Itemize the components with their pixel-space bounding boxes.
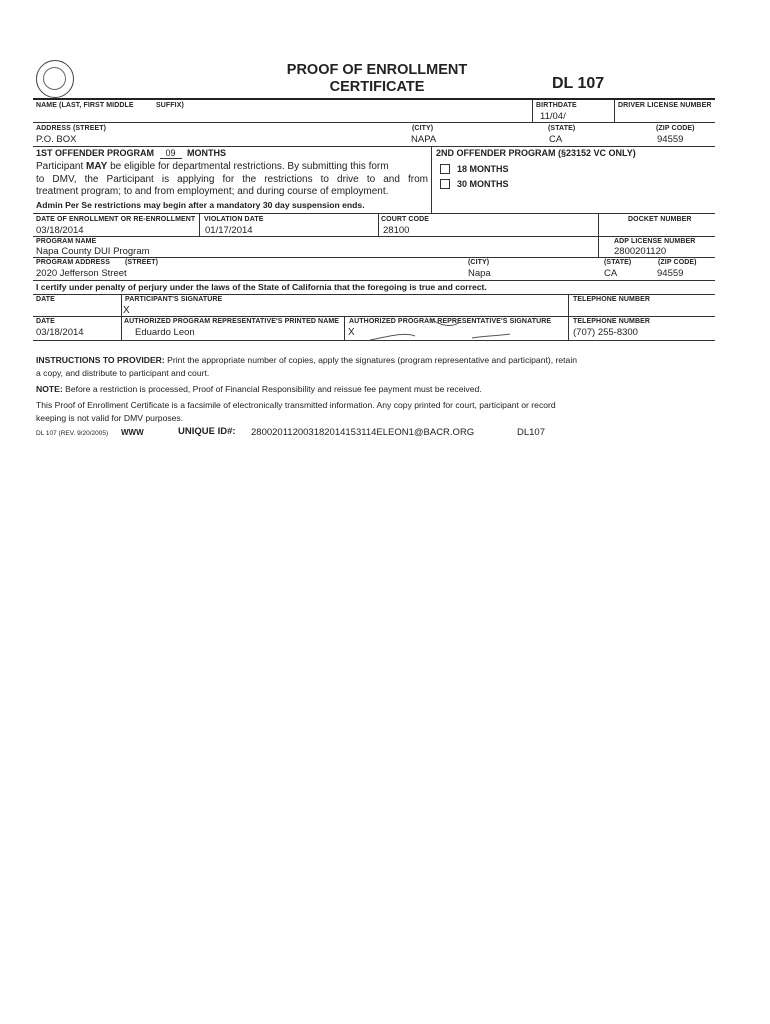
zip-label: (ZIP CODE) (656, 125, 695, 132)
row-divider (33, 236, 715, 237)
address-value: P.O. BOX (36, 134, 77, 145)
unique-id-label: UNIQUE ID#: (178, 426, 236, 437)
col-divider (431, 146, 432, 213)
first-offender-label: 1ST OFFENDER PROGRAM 09 MONTHS (36, 148, 227, 158)
footer-form-number: DL107 (517, 427, 545, 438)
program-name-value: Napa County DUI Program (36, 246, 150, 257)
col-divider (532, 99, 533, 122)
months-value: 09 (160, 148, 182, 159)
col-divider (199, 213, 200, 236)
birthdate-value: 11/04/ (540, 111, 566, 122)
title-line-2: CERTIFICATE (329, 79, 425, 95)
adp-license-value: 2800201120 (614, 246, 667, 257)
option-30-months-label: 30 MONTHS (457, 179, 509, 189)
footer-www: WWW (121, 428, 144, 437)
state-label: (STATE) (548, 125, 576, 132)
adp-license-label: ADP LICENSE NUMBER (614, 238, 696, 245)
birthdate-label: BIRTHDATE (536, 102, 577, 109)
rep-date-label: DATE (36, 318, 55, 325)
option-18-months-label: 18 MONTHS (457, 164, 509, 174)
instructions-block: INSTRUCTIONS TO PROVIDER: Print the appropriate number of copies, apply the signatures (program representative and participant), retain a copy, and distribute to participant and court. NOTE: Before a restriction is processed, Proof of Financial Responsibility and reissue fee payment must be received. This Proof of Enrollment Certificate is a facsimile of electronically transmitted information. Any copy printed for court, participant or record keeping is not valid for DMV purposes. (36, 355, 578, 423)
note-heading: NOTE: (36, 384, 63, 394)
title-line-1: PROOF OF ENROLLMENT (286, 62, 468, 78)
violation-date-value: 01/17/2014 (205, 225, 253, 236)
row-divider (33, 280, 715, 281)
row-divider (33, 213, 715, 214)
col-divider (344, 316, 345, 340)
program-city-label: (CITY) (468, 259, 490, 266)
enroll-date-label: DATE OF ENROLLMENT OR RE-ENROLLMENT (36, 216, 196, 223)
participant-signature-mark[interactable]: X (123, 305, 130, 316)
rep-phone-label: TELEPHONE NUMBER (573, 318, 651, 325)
form-number: DL 107 (552, 75, 605, 92)
program-zip-value: 94559 (657, 268, 684, 279)
checkbox-30-months[interactable] (440, 179, 450, 189)
second-offender-label: 2ND OFFENDER PROGRAM (§23152 VC ONLY) (436, 148, 636, 158)
certification-statement: I certify under penalty of perjury under the laws of the State of California that the foregoing is true and correct. (36, 282, 487, 292)
row-divider (33, 294, 715, 295)
row-divider (33, 257, 715, 258)
city-value: NAPA (411, 134, 437, 145)
participant-phone-label: TELEPHONE NUMBER (573, 296, 651, 303)
dl-number-label: DRIVER LICENSE NUMBER (618, 102, 712, 109)
program-zip-label: (ZIP CODE) (658, 259, 697, 266)
suffix-label: SUFFIX) (156, 102, 184, 109)
rep-name-label: AUTHORIZED PROGRAM REPRESENTATIVE'S PRINTED NAME (124, 318, 340, 325)
checkbox-18-months[interactable] (440, 164, 450, 174)
rep-signature-label: AUTHORIZED PROGRAM REPRESENTATIVE'S SIGNATURE (349, 318, 552, 325)
address-label: ADDRESS (STREET) (36, 125, 107, 132)
name-label: NAME (LAST, FIRST MIDDLE (36, 102, 134, 109)
state-value: CA (549, 134, 563, 145)
rep-signature-mark[interactable]: X (348, 327, 355, 338)
form-revision: DL 107 (REV. 9/20/2005) (36, 430, 109, 437)
row-divider (33, 146, 715, 147)
enroll-date-value: 03/18/2014 (36, 225, 84, 236)
participant-date-label: DATE (36, 296, 55, 303)
first-offender-paragraph: Participant MAY be eligible for departmental restrictions. By submitting this form to DMV, the Participant is applying for the restrictions to drive to and from treatment program; to and from employment; and during course of employment. (36, 161, 428, 197)
violation-date-label: VIOLATION DATE (204, 216, 264, 223)
top-border (33, 98, 715, 100)
program-street-value: 2020 Jefferson Street (36, 268, 127, 279)
rep-date-value: 03/18/2014 (36, 327, 84, 338)
col-divider (568, 294, 569, 340)
rep-name-value: Eduardo Leon (135, 327, 195, 338)
program-state-label: (STATE) (604, 259, 632, 266)
rep-phone-value: (707) 255-8300 (573, 327, 638, 338)
docket-number-label: DOCKET NUMBER (628, 216, 692, 223)
unique-id-value: 280020112003182014153114ELEON1@BACR.ORG (251, 427, 475, 438)
state-seal (36, 60, 74, 98)
city-label: (CITY) (412, 125, 434, 132)
instructions-heading: INSTRUCTIONS TO PROVIDER: (36, 355, 165, 365)
program-address-label: PROGRAM ADDRESS (36, 259, 110, 266)
program-city-value: Napa (468, 268, 491, 279)
col-divider (598, 213, 599, 257)
col-divider (378, 213, 379, 236)
court-code-label: COURT CODE (381, 216, 430, 223)
program-state-value: CA (604, 268, 618, 279)
program-name-label: PROGRAM NAME (36, 238, 97, 245)
program-street-label: (STREET) (125, 259, 159, 266)
col-divider (121, 294, 122, 340)
rep-signature-scribble (360, 306, 520, 346)
col-divider (614, 99, 615, 122)
admin-per-se-note: Admin Per Se restrictions may begin after a mandatory 30 day suspension ends. (36, 200, 365, 210)
row-divider (33, 122, 715, 123)
participant-signature-label: PARTICIPANT'S SIGNATURE (125, 296, 223, 303)
zip-value: 94559 (657, 134, 684, 145)
court-code-value: 28100 (383, 225, 410, 236)
